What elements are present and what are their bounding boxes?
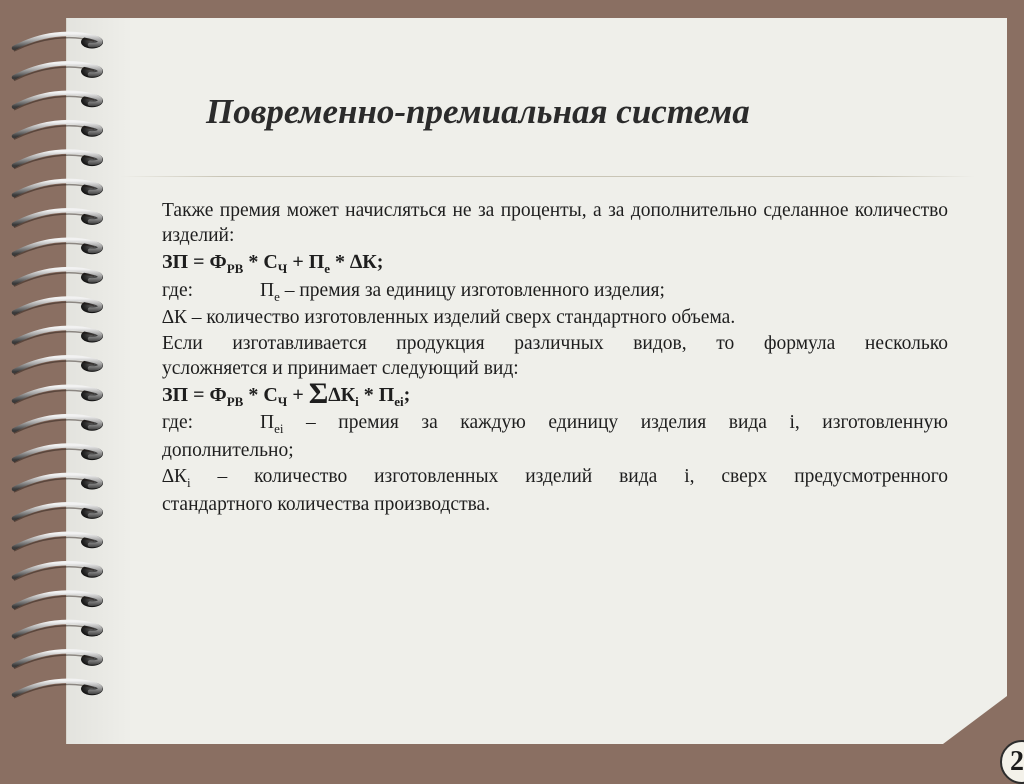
delta-k-definition: ∆К – количество изготовленных изделий сверх стандартного объема. [162, 307, 736, 329]
multi-product-line1: Если изготавливается продукция различных видов, то формула несколько [162, 332, 948, 354]
spiral-binding-icon [0, 0, 120, 767]
formula-multi: ЗП = $Ф_{РВ} * С_Ч + \Sigma\Delta К_i * П_{ei}$; [162, 376, 411, 410]
page-corner [943, 696, 1007, 744]
where-premium-type-line1: где: $П_{ei}$ – премия за каждую единицу изделия вида i, изготовленную [162, 412, 948, 437]
where-premium-unit: где: $П_е$ – премия за единицу изготовленного изделия; [162, 279, 665, 304]
formula-simple: ЗП = $Ф_{РВ} * С_Ч + П_е * \Delta К$; [162, 250, 384, 276]
slide-body [162, 198, 948, 517]
where-premium-type-line2: дополнительно; [162, 440, 294, 462]
intro-paragraph: Также премия может начисляться не за проценты, а за дополнительно сделанное количество изделий: [162, 200, 948, 247]
delta-ki-line2: стандартного количества производства. [162, 493, 491, 515]
multi-product-line2: усложняется и принимает следующий вид: [162, 358, 519, 380]
slide-title: Повременно-премиальная система [206, 92, 750, 131]
title-divider [120, 176, 975, 177]
delta-ki-line1: $\Delta К_i$ – количество изготовленных изделий вида i, сверх предусмотренного [162, 465, 948, 490]
page-number-badge: 2 [1000, 740, 1024, 784]
